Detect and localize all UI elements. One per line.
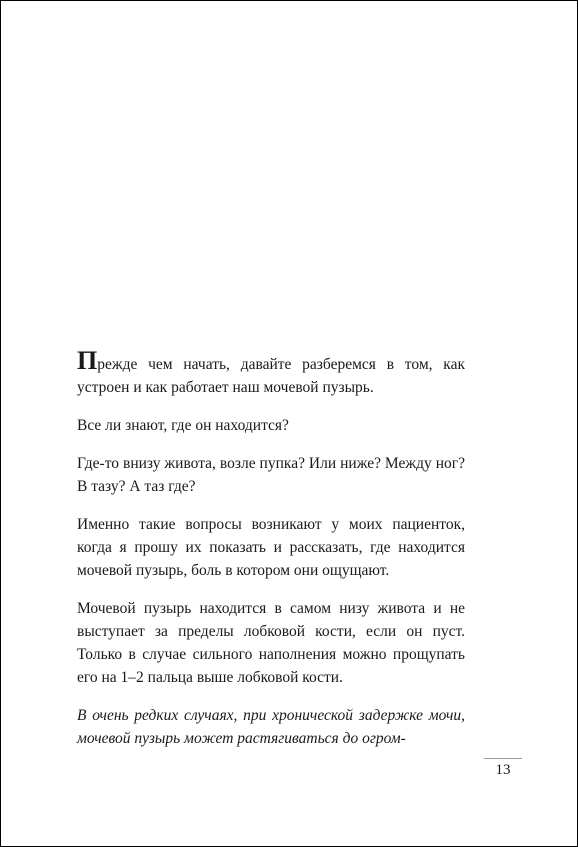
page-number-rule	[484, 758, 522, 759]
body-text	[77, 346, 465, 765]
paragraph-location-guess: Где-то внизу живота, возле пупка? Или ниже? Между ног? В тазу? А таз где?	[77, 455, 465, 495]
paragraph-question: Все ли знают, где он находится?	[77, 417, 289, 434]
paragraph-anatomy: Мочевой пузырь находится в самом низу живота и не выступает за пределы лобковой кости, если он пуст. Только в случае сильного наполнения можно прощупать его на 1–2 пальца выше лобковой кости.	[77, 600, 465, 686]
paragraph-patients: Именно такие вопросы возникают у моих пациенток, когда я прошу их показать и рассказать, где находится мочевой пузырь, боль в котором они ощущают.	[77, 516, 465, 579]
page-number: 13	[495, 762, 511, 778]
drop-cap: П	[77, 346, 98, 375]
paragraph-rare-cases: В очень редких случаях, при хронической задержке мочи, мочевой пузырь может растягиваться до огром-	[77, 707, 465, 747]
paragraph-intro	[77, 346, 465, 399]
paragraph-intro-text: режде чем начать, давайте разберемся в том, как устроен и как работает наш мочевой пузырь.	[77, 356, 465, 396]
